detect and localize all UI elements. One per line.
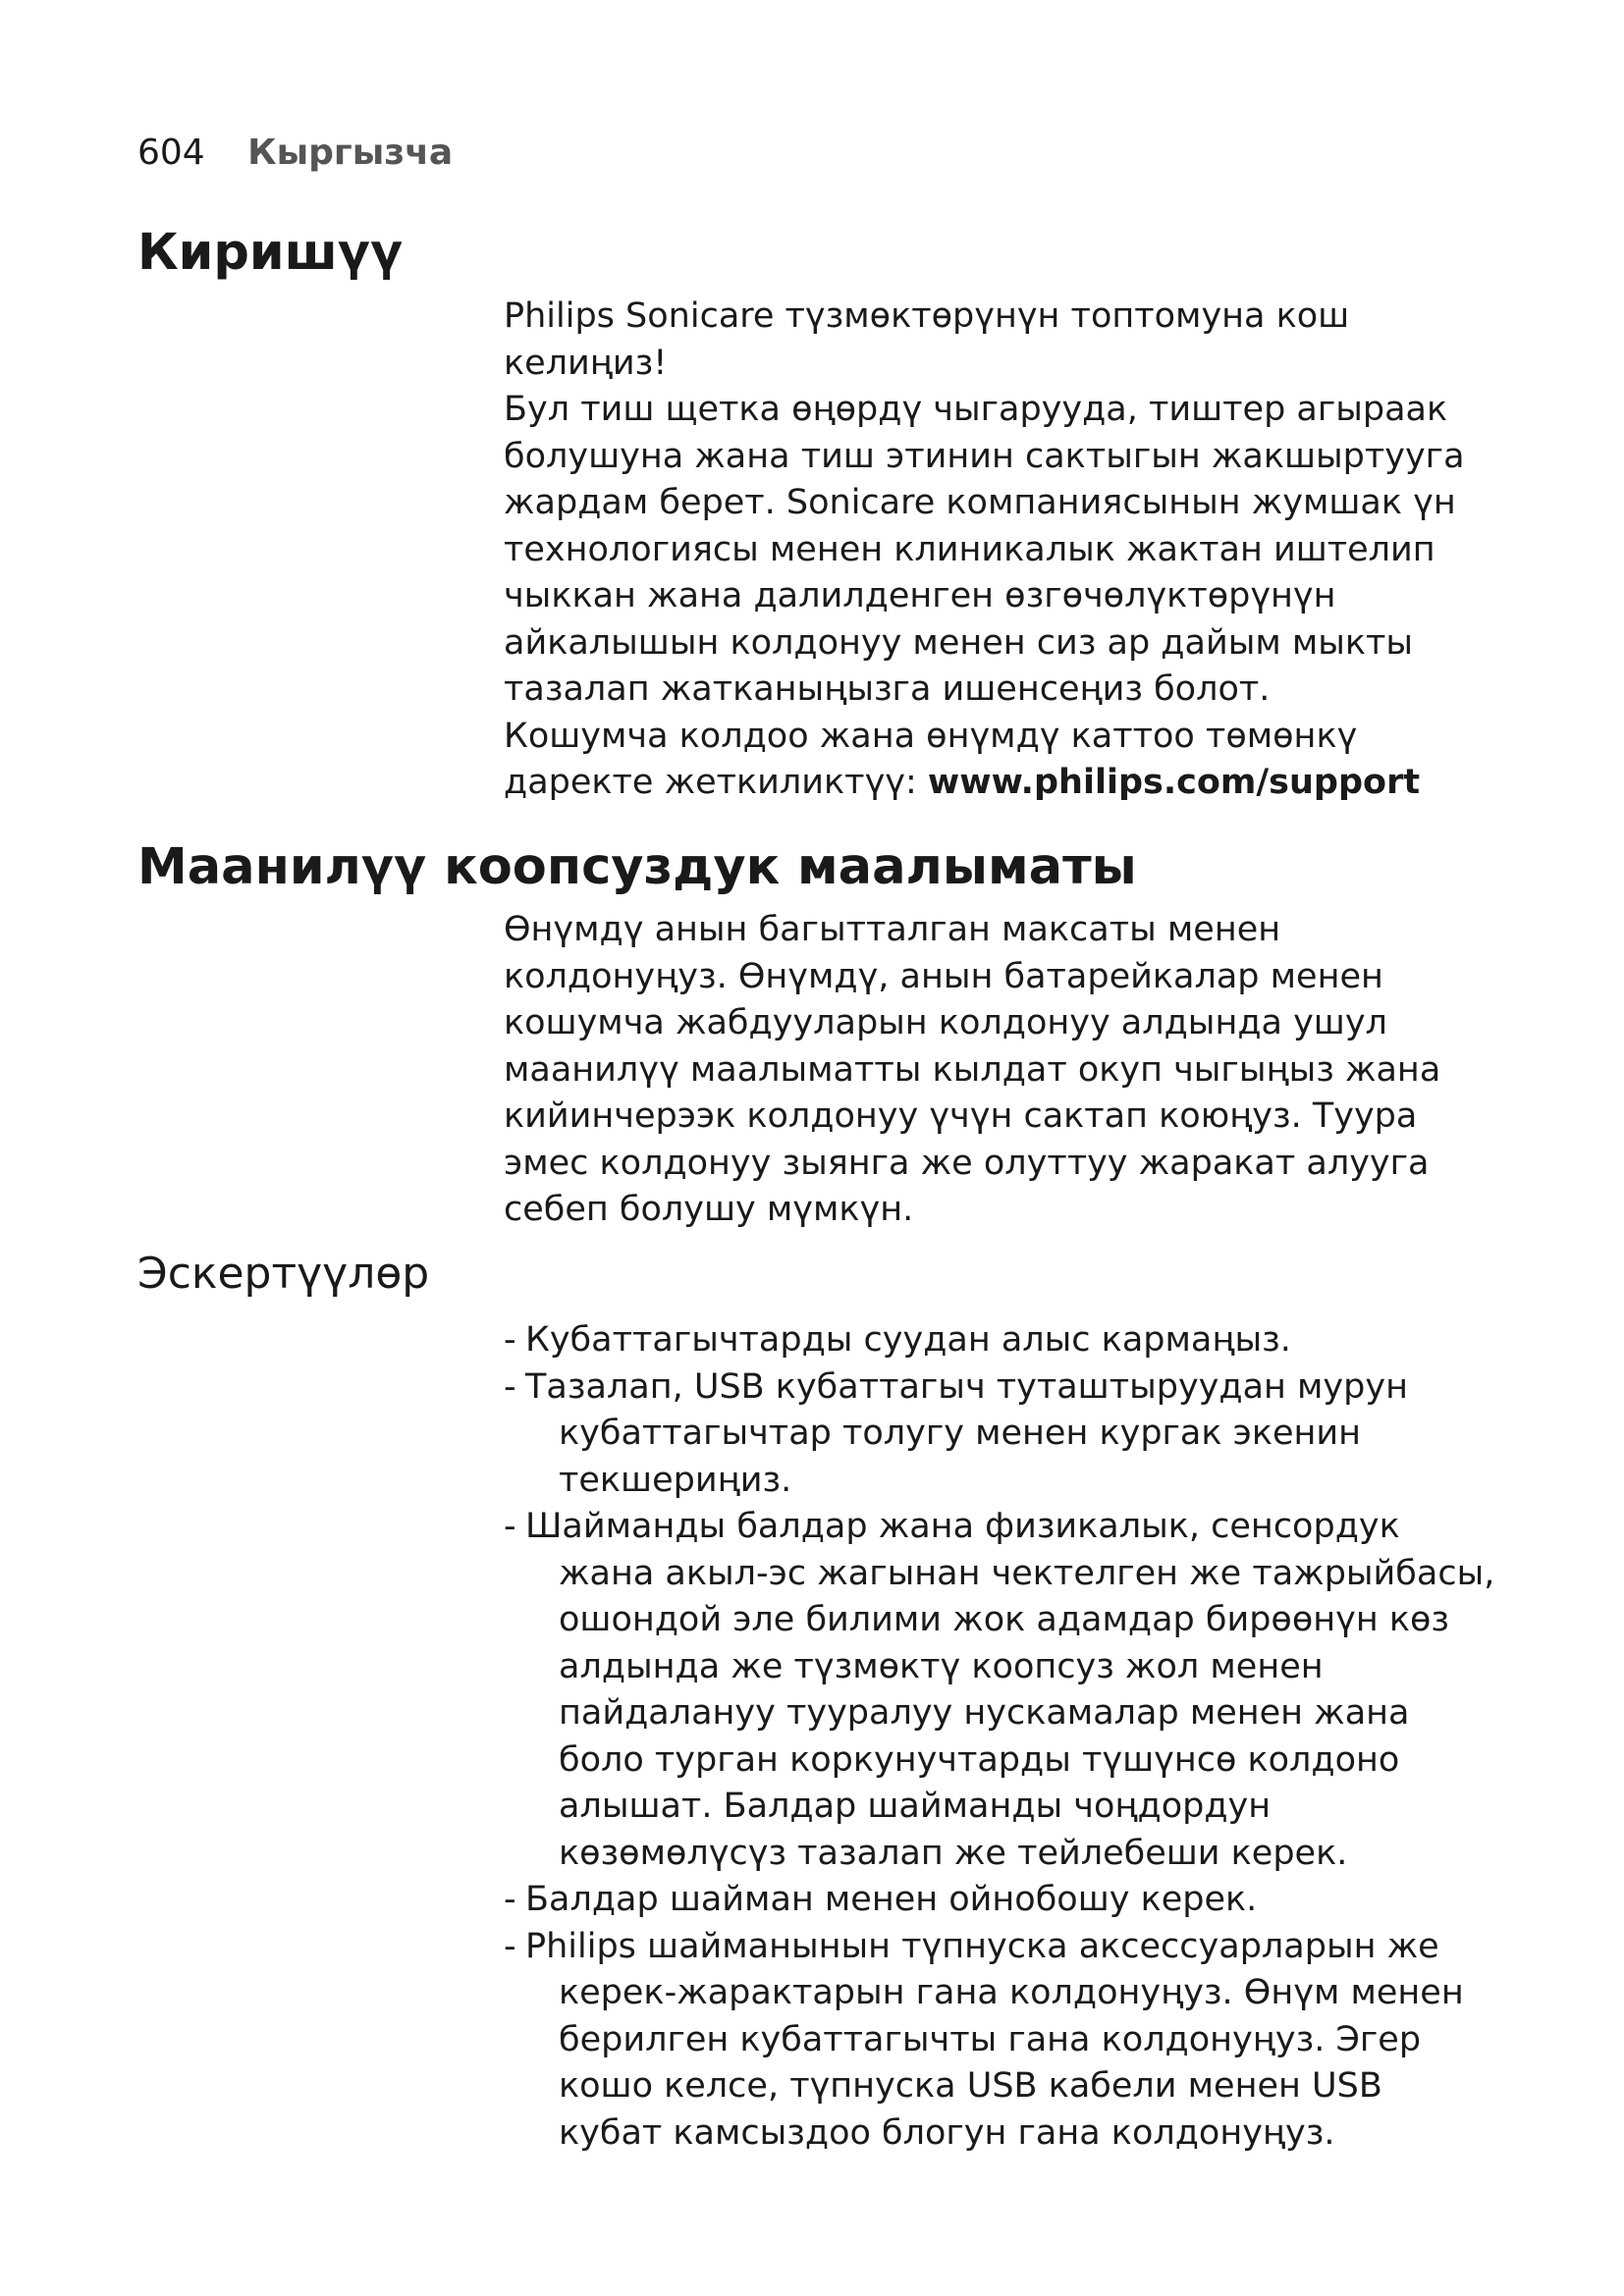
intro-paragraph-2: Бул тиш щетка өңөрдү чыгарууда, тиштер агыраак болушуна жана тиш этинин сактыгын жакшыртууга жардам берет. Sonicare компаниясынын жумшак үн технологиясы менен клиникалык жактан иштелип чыккан жана далилденген өзгөчөлүктөрүнүн айкалышын колдонуу менен сиз ар дайым мыкты тазалап жатканыңызга ишенсеңиз болот. [504, 390, 1465, 709]
bullet-dash: - [504, 1880, 516, 1919]
bullet-dash: - [504, 1366, 516, 1407]
warning-item [504, 1924, 1495, 2158]
safety-heading: Маанилүү коопсуздук маалыматы [137, 838, 1137, 896]
bullet-dash: - [504, 1320, 516, 1360]
bullet-dash: - [504, 1926, 516, 1966]
warning-text: Кубаттагычтарды суудан алыс кармаңыз. [525, 1320, 1291, 1360]
safety-paragraph: Өнүмдү анын багытталган максаты менен колдонуңуз. Өнүмдү, анын батарейкалар менен кошумча жабдууларын колдонуу алдында ушул маанилүү маалыматты кылдат окуп чыгыңыз жана кийинчерээк колдонуу үчүн сактап коюңуз. Туура эмес колдонуу зыянга же олуттуу жаракат алууга себеп болушу мүмкүн. [504, 910, 1441, 1229]
warning-item [504, 1504, 1495, 1877]
support-text: Кошумча колдоо жана өнүмдү каттоо төмөнкү даректе жеткиликтүү: [504, 716, 1358, 802]
page-number: 604 [137, 133, 205, 173]
warning-text: Балдар шайман менен ойнобошу керек. [525, 1880, 1258, 1919]
intro-heading: Киришүү [137, 224, 404, 282]
warning-text: Philips шайманынын түпнуска аксессуарларын же керек-жарактарын гана колдонуңуз. Өнүм менен берилген кубаттагычты гана колдонуңуз. Эгер кошо келсе, түпнуска USB кабели менен USB кубат камсыздоо блогун гана колдонуңуз. [525, 1926, 1464, 2153]
warning-item [504, 1877, 1495, 1924]
warning-text: Тазалап, USB кубаттагыч туташтыруудан мурун кубаттагычтар толугу менен кургак экенин текшериңиз. [525, 1366, 1408, 1500]
page-language-label: Кыргызча [247, 133, 454, 173]
page-header [137, 130, 453, 177]
safety-body [504, 907, 1495, 1234]
warning-item [504, 1317, 1495, 1364]
intro-body [504, 294, 1495, 807]
bullet-dash: - [504, 1507, 516, 1546]
warnings-heading: Эскертүүлөр [137, 1249, 430, 1299]
warning-text: Шайманды балдар жана физикалык, сенсордук жана акыл-эс жагынан чектелген же тажрыйбасы, ошондой эле билими жок адамдар бирөөнүн көз алдында же түзмөктү коопсуз жол менен пайдалануу тууралуу нускамалар менен жана боло турган коркунучтарды түшүнсө колдоно алышат. Балдар шайманды чоңдордун көзөмөлүсүз тазалап же тейлебеши керек. [525, 1507, 1495, 1873]
warnings-list [504, 1317, 1495, 2157]
intro-paragraph-1: Philips Sonicare түзмөктөрүнүн топтомуна кош келиңиз! [504, 296, 1350, 383]
warning-item [504, 1364, 1495, 1505]
support-link[interactable]: www.philips.com/support [927, 763, 1421, 802]
support-paragraph [504, 714, 1495, 807]
